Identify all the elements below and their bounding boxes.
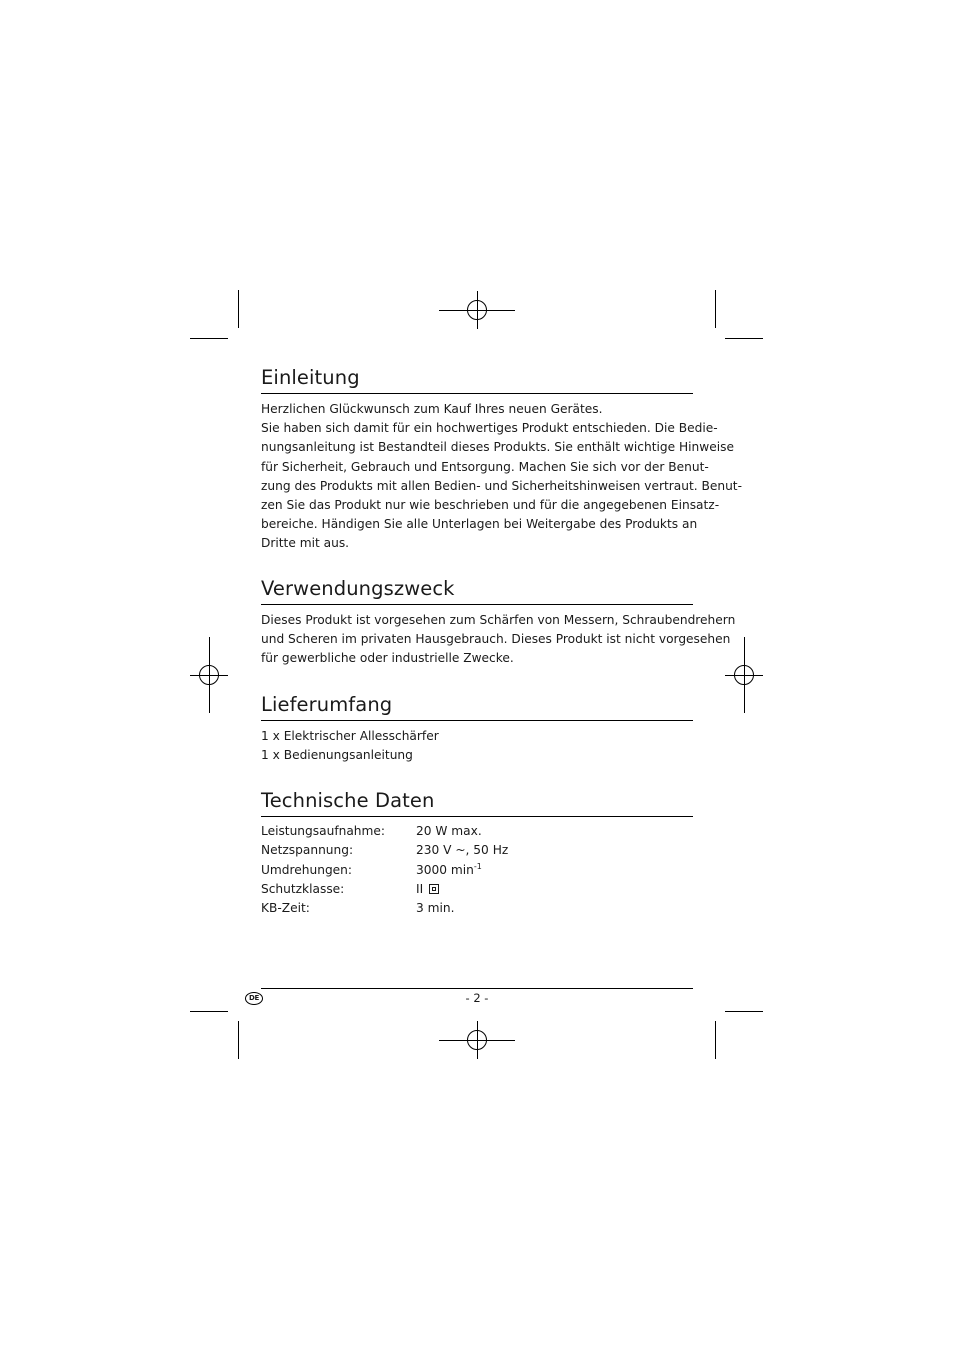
- spec-row: [261, 861, 693, 880]
- section-rule: [261, 604, 693, 605]
- page-number: - 2 -: [465, 991, 489, 1005]
- section-title-technische-daten: Technische Daten: [261, 789, 435, 812]
- section-rule: [261, 816, 693, 817]
- section-rule: [261, 393, 693, 394]
- section-title-einleitung: Einleitung: [261, 366, 360, 389]
- spec-row: [261, 899, 693, 918]
- text-line: Dieses Produkt ist vorgesehen zum Schärfen von Messern, Schraubendrehern: [261, 613, 736, 627]
- section-rule: [261, 720, 693, 721]
- spec-label: Leistungsaufnahme:: [261, 824, 385, 838]
- spec-value: 3 min.: [416, 901, 455, 916]
- text-line: Dritte mit aus.: [261, 536, 350, 551]
- text-line: für Sicherheit, Gebrauch und Entsorgung. Machen Sie sich vor der Benut-: [261, 459, 709, 474]
- list-item: 1 x Bedienungsanleitung: [261, 748, 413, 763]
- spec-row: [261, 822, 693, 841]
- verwendungszweck-text: [261, 611, 736, 669]
- spec-label: Netzspannung:: [261, 843, 354, 858]
- spec-value: II: [416, 881, 424, 896]
- text-line: nungsanleitung ist Bestandteil dieses Produkts. Sie enthält wichtige Hinweise: [261, 440, 734, 455]
- section-title-lieferumfang: Lieferumfang: [261, 693, 393, 716]
- spec-value: 3000 min: [416, 862, 474, 877]
- spec-label: Schutzklasse:: [261, 881, 345, 896]
- spec-value: 230 V ~, 50 Hz: [416, 843, 509, 858]
- text-line: zen Sie das Produkt nur wie beschrieben und für die angegebenen Einsatz-: [261, 498, 720, 513]
- text-line: für gewerbliche oder industrielle Zwecke.: [261, 651, 514, 666]
- spec-label: Umdrehungen:: [261, 862, 353, 877]
- text-line: Sie haben sich damit für ein hochwertiges Produkt entschieden. Die Bedie-: [261, 421, 718, 436]
- protection-class-ii-icon: [429, 884, 439, 894]
- einleitung-text: [261, 400, 742, 554]
- spec-value-rpm: [416, 861, 482, 880]
- text-line: Herzlichen Glückwunsch zum Kauf Ihres neuen Gerätes.: [261, 402, 603, 416]
- spec-row: [261, 880, 693, 899]
- text-line: zung des Produkts mit allen Bedien- und Sicherheitshinweisen vertraut. Benut-: [261, 478, 742, 493]
- section-title-verwendungszweck: Verwendungszweck: [261, 577, 455, 600]
- language-badge: DE: [245, 992, 263, 1005]
- spec-value: 20 W max.: [416, 824, 482, 838]
- spec-label: KB-Zeit:: [261, 901, 310, 916]
- list-item: 1 x Elektrischer Allesschärfer: [261, 729, 439, 743]
- spec-table: [261, 822, 693, 918]
- spec-row: [261, 841, 693, 860]
- spec-exponent: -1: [473, 861, 482, 871]
- footer-rule: [261, 988, 693, 989]
- lieferumfang-list: [261, 727, 695, 765]
- text-line: bereiche. Händigen Sie alle Unterlagen bei Weitergabe des Produkts an: [261, 517, 698, 532]
- spec-value-protection-class: [416, 880, 439, 899]
- text-line: und Scheren im privaten Hausgebrauch. Dieses Produkt ist nicht vorgesehen: [261, 632, 731, 647]
